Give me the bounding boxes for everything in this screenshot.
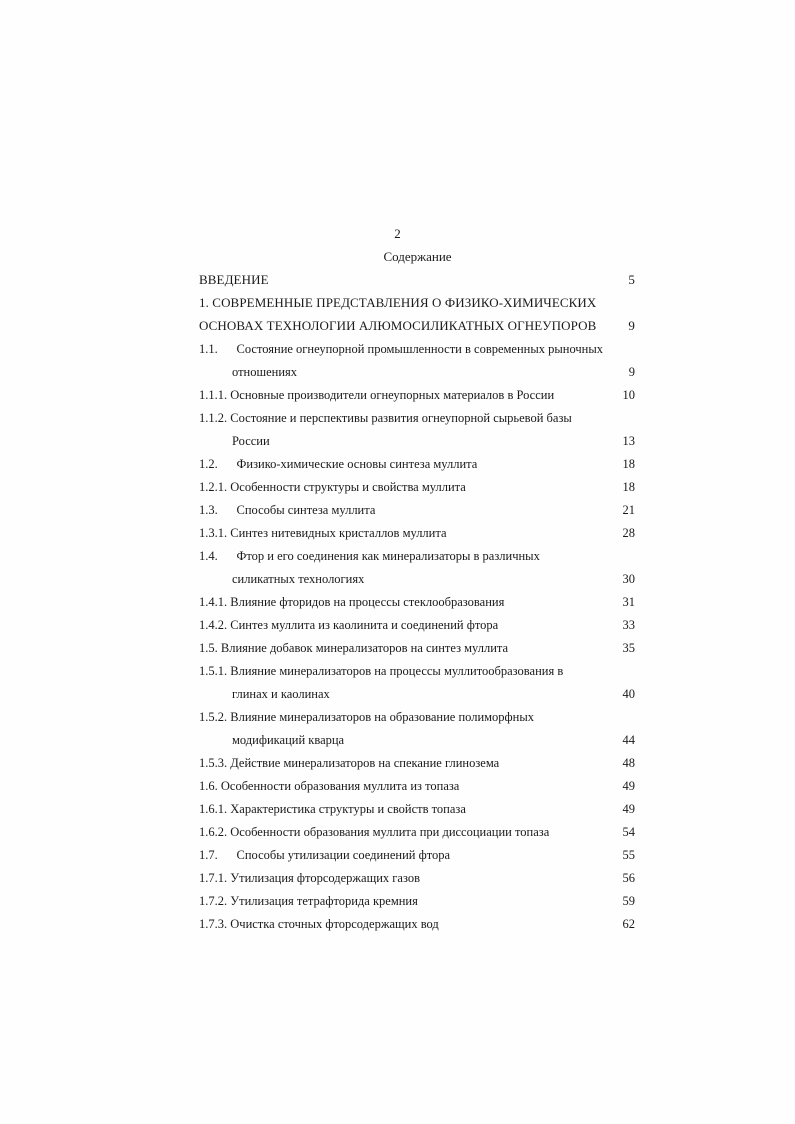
toc-entry-text: России [232,434,270,448]
toc-entry [199,638,639,658]
toc-entry-text: 1.4. Фтор и его соединения как минерализаторы в различных [199,549,540,563]
toc-entry [199,661,639,681]
toc-entry-page: 62 [622,917,635,931]
toc-entry-text: глинах и каолинах [232,687,330,701]
toc-entry [199,523,639,543]
toc-entry-page: 49 [622,779,635,793]
toc-entry [199,431,639,451]
toc-entry-text: 1.6.2. Особенности образования муллита при диссоциации топаза [199,825,550,839]
toc-entry-text: модификаций кварца [232,733,345,747]
toc-entry [199,776,639,796]
toc-entry-text: силикатных технологиях [232,572,365,586]
toc-entry [199,362,639,382]
toc-entry-page: 56 [622,871,635,885]
toc-entry-text: 1.2.1. Особенности структуры и свойства муллита [199,480,466,494]
toc-entry-text: 1.5.1. Влияние минерализаторов на процессы муллитообразования в [199,664,564,678]
toc-entry [199,339,639,359]
toc-entry-text: 1.7. Способы утилизации соединений фтора [199,848,451,862]
page-number: 2 [394,226,401,241]
toc-entry [199,569,639,589]
toc-entry-text: 1.6. Особенности образования муллита из топаза [199,779,460,793]
toc-entry [199,822,639,842]
toc-entry [199,914,639,934]
toc-entry-text: 1. СОВРЕМЕННЫЕ ПРЕДСТАВЛЕНИЯ О ФИЗИКО-ХИМИЧЕСКИХ [199,295,597,310]
toc-entry-page: 40 [622,687,635,701]
toc-entry [199,684,639,704]
toc-entry [199,753,639,773]
toc-entry-text: 1.4.1. Влияние фторидов на процессы стеклообразования [199,595,505,609]
toc-entry-text: 1.3. Способы синтеза муллита [199,503,376,517]
toc-entry [199,615,639,635]
toc-entry [199,385,639,405]
toc-entry-text: 1.7.3. Очистка сточных фторсодержащих вод [199,917,439,931]
toc-entry-text: 1.6.1. Характеристика структуры и свойств топаза [199,802,466,816]
toc-entry [199,477,639,497]
toc-entry-text: 1.4.2. Синтез муллита из каолинита и соединений фтора [199,618,499,632]
toc-entry [199,454,639,474]
toc-entry [199,891,639,911]
toc-entry-text: 1.5.2. Влияние минерализаторов на образование полиморфных [199,710,534,724]
toc-entry-text: 1.3.1. Синтез нитевидных кристаллов муллита [199,526,447,540]
toc-entry [199,316,639,336]
toc-entry-page: 35 [622,641,635,655]
toc-entry-text: 1.7.1. Утилизация фторсодержащих газов [199,871,420,885]
toc-entry-text: 1.5. Влияние добавок минерализаторов на синтез муллита [199,641,509,655]
toc-entry-page: 44 [622,733,635,747]
toc-entry-text: 1.1.1. Основные производители огнеупорных материалов в России [199,388,555,402]
toc-entry [199,546,639,566]
toc-entry-text: ВВЕДЕНИЕ [199,272,269,287]
toc-entry-text: ОСНОВАХ ТЕХНОЛОГИИ АЛЮМОСИЛИКАТНЫХ ОГНЕУПОРОВ [199,318,597,333]
toc-entry [199,500,639,520]
toc-entry [199,730,639,750]
toc-entry [199,868,639,888]
toc-title: Содержание [383,249,452,264]
toc-entry-text: 1.2. Физико-химические основы синтеза муллита [199,457,478,471]
toc-entry [199,592,639,612]
toc-entry-page: 33 [622,618,635,632]
toc-entry [199,707,639,727]
toc-entry-page: 48 [622,756,635,770]
toc-entry-page: 30 [622,572,635,586]
toc-entry-page: 21 [622,503,635,517]
toc-entry-page: 31 [622,595,635,609]
toc-entry [199,799,639,819]
toc-entry-page: 9 [628,318,635,333]
toc-entry [199,270,639,290]
toc-entry-page: 18 [622,457,635,471]
toc-entry-page: 9 [628,365,635,379]
toc-entry-page: 59 [622,894,635,908]
toc-entry-page: 13 [622,434,635,448]
toc-entry-text: 1.5.3. Действие минерализаторов на спекание глинозема [199,756,500,770]
toc-entry-page: 55 [622,848,635,862]
toc-entry-page: 49 [622,802,635,816]
toc-entry-text: 1.7.2. Утилизация тетрафторида кремния [199,894,418,908]
toc-entry-page: 54 [622,825,635,839]
toc-entry-page: 10 [622,388,635,402]
toc-entry-text: 1.1.2. Состояние и перспективы развития огнеупорной сырьевой базы [199,411,572,425]
toc-entry-text: отношениях [232,365,298,379]
toc-entry-page: 28 [622,526,635,540]
toc-entry [199,408,639,428]
toc-entry [199,293,639,313]
toc-entry-page: 5 [628,272,635,287]
toc-entry-text: 1.1. Состояние огнеупорной промышленности в современных рыночных [199,342,604,356]
toc-entry-page: 18 [622,480,635,494]
toc-entry [199,845,639,865]
